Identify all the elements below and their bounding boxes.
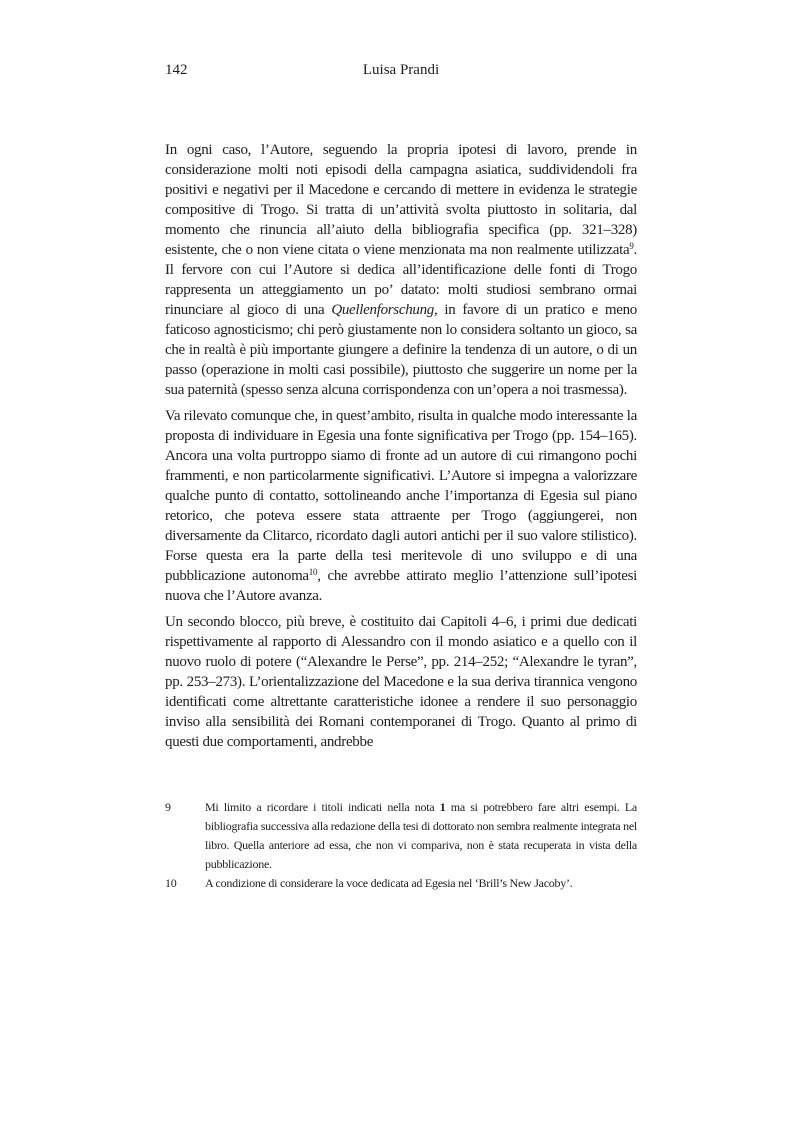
text-run: Mi limito a ricordare i titoli indicati nella nota	[205, 800, 440, 814]
text-run: ma si potrebbero fare altri esempi. La bibliografia successiva alla redazione della tesi di dottorato non sembra realmente integrata nel libro. Quella anteriore ad essa, che non vi compariva, non è stata recuperata in vista della pubblicazione.	[205, 800, 637, 871]
paragraph-2	[165, 406, 637, 606]
text-run: In ogni caso, l’Autore, seguendo la propria ipotesi di lavoro, prende in considerazione molti noti episodi della campagna asiatica, suddividendoli fra positivi e negativi per il Macedone e cercando di mettere in evidenza le strategie compositive di Trogo. Si tratta di un’attività svolta piuttosto in solitaria, dal momento che rinuncia all’aiuto della bibliografia specifica (pp. 321–328) esistente, che o non viene citata o viene menzionata ma non realmente utilizzata	[165, 142, 637, 258]
text-run: . Il fervore con cui l’Autore si dedica all’identificazione delle fonti di Trogo rappresenta un atteggiamento un po’ datato: molti studiosi sembrano ormai rinunciare al gioco di una	[165, 242, 637, 318]
bold-text-run: 1	[439, 800, 446, 814]
footnotes-section	[165, 798, 637, 893]
footnote-number: 9	[165, 800, 171, 814]
footnote-reference: 10	[308, 567, 318, 578]
body-text	[165, 140, 637, 752]
text-run: , in favore di un pratico e meno faticoso agnosticismo; chi però giustamente non lo considera soltanto un gioco, sa che in realtà è più importante giungere a definire la tendenza di un autore, o di un passo (operazione in molti casi possibile), piuttosto che suggerire un nome per la sua paternità (spesso senza alcuna corrispondenza con un’opera a noi trasmessa).	[165, 302, 637, 398]
page-number: 142	[165, 62, 188, 78]
footnote-text	[205, 798, 637, 874]
paragraph-3	[165, 612, 637, 752]
paragraph-1	[165, 140, 637, 400]
text-run: , che avrebbe attirato meglio l’attenzione sull’ipotesi nuova che l’Autore avanza.	[165, 568, 637, 604]
text-run: Va rilevato comunque che, in quest’ambito, risulta in qualche modo interessante la proposta di individuare in Egesia una fonte significativa per Trogo (pp. 154–165). Ancora una volta purtroppo siamo di fronte ad un autore di cui rimangono pochi frammenti, e non particolarmente significativi. L’Autore si impegna a valorizzare qualche punto di contatto, sottolineando anche l’importanza di Egesia sul piano retorico, che poteva essere stata attraente per Trogo (aggiungerei, non diversamente da Clitarco, ricordato dagli autori antichi per il suo valore stilistico). Forse questa era la parte della tesi meritevole di uno sviluppo e di una pubblicazione autonoma	[165, 408, 637, 584]
text-run: Un secondo blocco, più breve, è costituito dai Capitoli 4–6, i primi due dedicati rispettivamente al rapporto di Alessandro con il mondo asiatico e a quello con il nuovo ruolo di potere (“Alexandre le Perse”, pp. 214–252; “Alexandre le tyran”, pp. 253–273). L’orientalizzazione del Macedone e la sua deriva tirannica vengono identificati come altrettante caratteristiche idonee a rendere il suo personaggio inviso alla sensibilità dei Romani contemporanei di Trogo. Quanto al primo di questi due comportamenti, andrebbe	[165, 614, 637, 750]
footnote-number: 10	[165, 876, 177, 890]
text-run: A condizione di considerare la voce dedicata ad Egesia nel ‘Brill’s New Jacoby’.	[205, 876, 573, 890]
page-header	[165, 60, 637, 80]
footnote-10	[165, 874, 637, 893]
italic-text-run: Quellenforschung	[331, 302, 434, 318]
footnote-text	[205, 874, 637, 893]
footnote-9	[165, 798, 637, 874]
footnote-reference: 9	[629, 241, 634, 252]
running-title: Luisa Prandi	[362, 62, 440, 78]
